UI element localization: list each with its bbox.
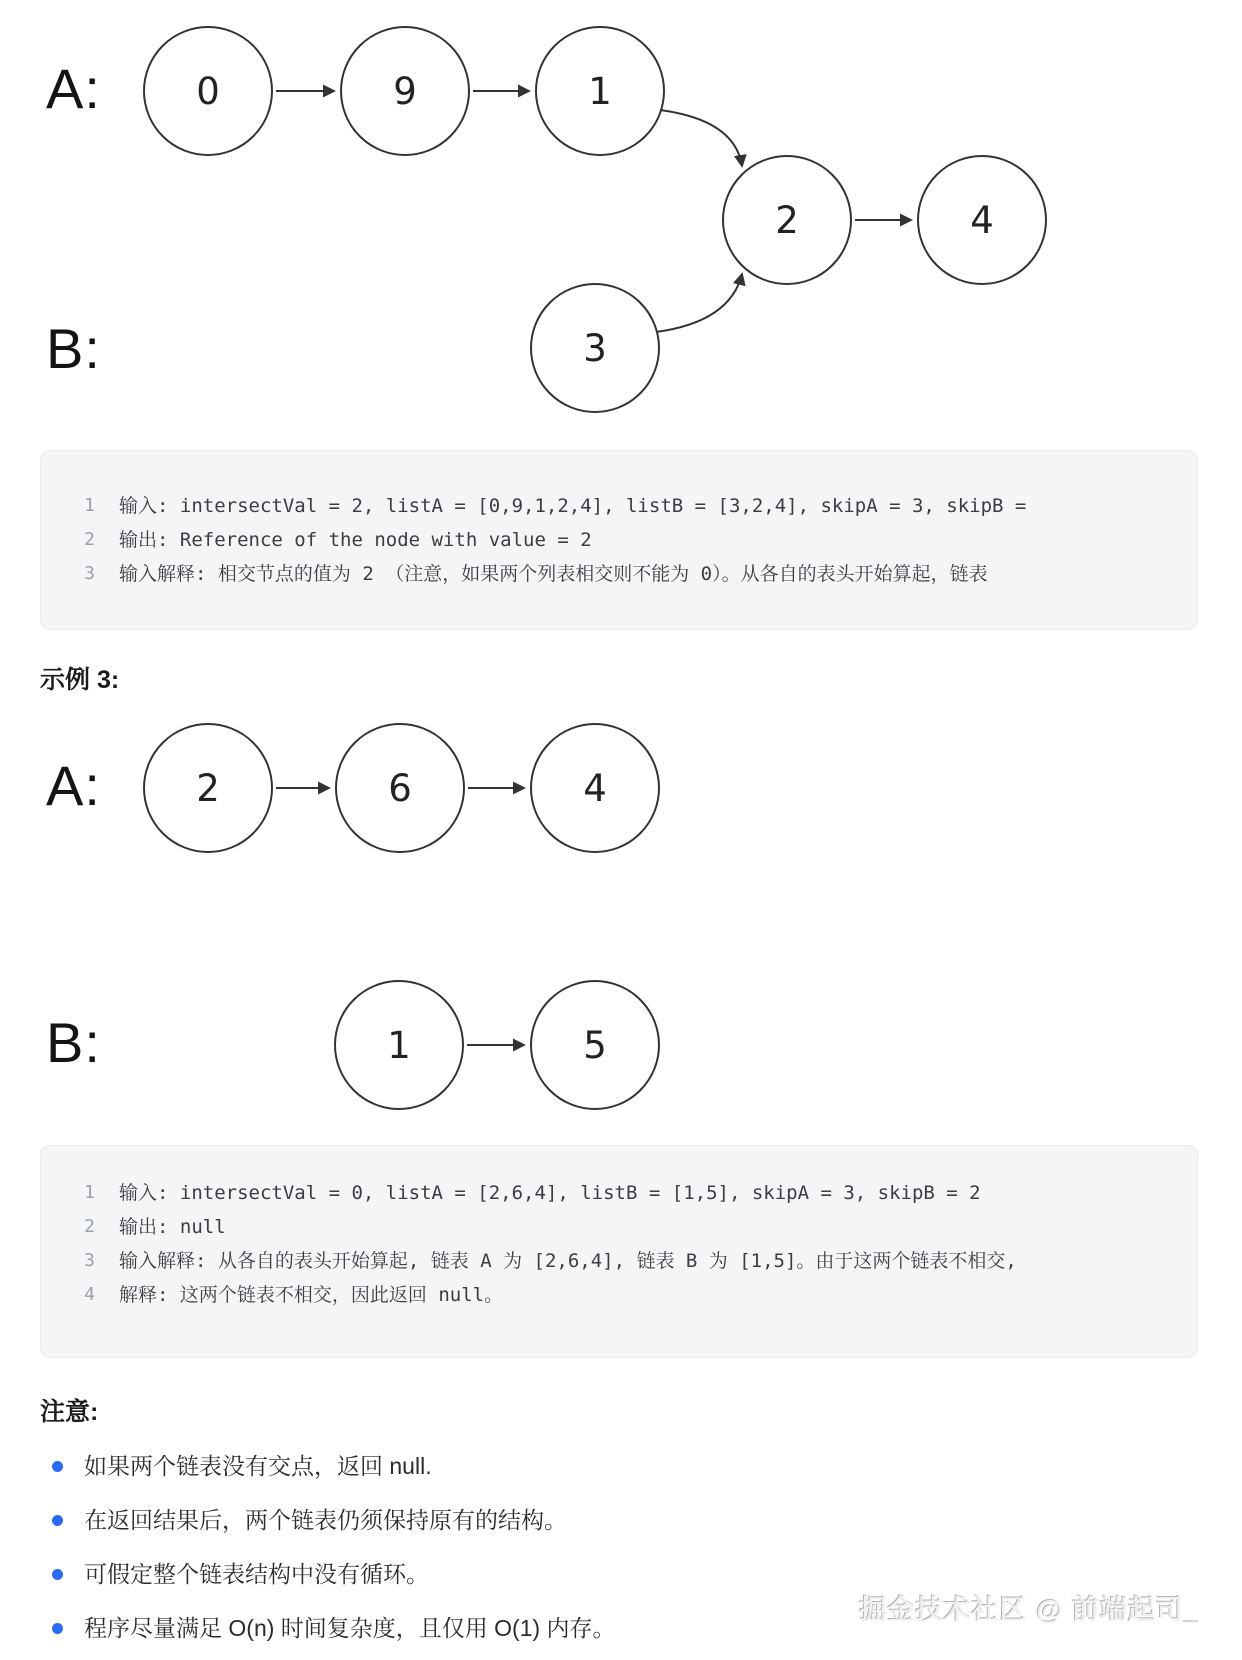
line-number: 2 xyxy=(84,1216,95,1237)
ex2-list-b-label: B: xyxy=(46,317,101,380)
ex2-node-1: 1 xyxy=(535,26,665,156)
ex2-list-a-label: A: xyxy=(46,57,101,120)
ex3-node-2: 2 xyxy=(143,723,273,853)
code-line xyxy=(41,489,1197,523)
note-text: 在返回结果后，两个链表仍须保持原有的结构。 xyxy=(84,1507,567,1533)
ex3-node-1: 1 xyxy=(334,980,464,1110)
note-item xyxy=(40,1506,1140,1535)
code-line xyxy=(41,1244,1197,1278)
code-line xyxy=(41,1176,1197,1210)
bullet-dot-icon xyxy=(52,1461,63,1472)
line-number: 3 xyxy=(84,563,95,584)
bullet-dot-icon xyxy=(52,1569,63,1580)
ex3-list-a-label: A: xyxy=(46,754,101,817)
ex3-node-4: 4 xyxy=(530,723,660,853)
code-line xyxy=(41,1210,1197,1244)
line-number: 1 xyxy=(84,495,95,516)
note-text: 如果两个链表没有交点，返回 null. xyxy=(84,1453,432,1479)
notes-list xyxy=(40,1452,1140,1660)
bullet-dot-icon xyxy=(52,1515,63,1526)
note-text: 程序尽量满足 O(n) 时间复杂度，且仅用 O(1) 内存。 xyxy=(84,1615,616,1641)
ex2-node-2: 2 xyxy=(722,155,852,285)
arrow-ex2-1-to-2 xyxy=(660,110,742,166)
example2-code-block xyxy=(40,450,1198,630)
ex2-node-4: 4 xyxy=(917,155,1047,285)
example3-heading: 示例 3: xyxy=(40,666,120,694)
code-text: 输入解释: 从各自的表头开始算起, 链表 A 为 [2,6,4], 链表 B 为 [1,5]。由于这两个链表不相交, xyxy=(119,1250,1017,1272)
note-item xyxy=(40,1560,1140,1589)
ex3-list-b-label: B: xyxy=(46,1011,101,1074)
notes-heading: 注意: xyxy=(40,1398,99,1426)
code-text: 输入解释: 相交节点的值为 2 （注意，如果两个列表相交则不能为 0）。从各自的表头开始算起，链表 xyxy=(119,563,988,585)
code-text: 输出: Reference of the node with value = 2 xyxy=(119,529,592,551)
ex3-node-6: 6 xyxy=(335,723,465,853)
code-line xyxy=(41,1278,1197,1312)
line-number: 1 xyxy=(84,1182,95,1203)
ex3-node-5: 5 xyxy=(530,980,660,1110)
code-text: 输出: null xyxy=(119,1216,226,1238)
ex2-node-0: 0 xyxy=(143,26,273,156)
code-text: 输入: intersectVal = 0, listA = [2,6,4], listB = [1,5], skipA = 3, skipB = 2 xyxy=(119,1182,981,1204)
code-text: 解释: 这两个链表不相交，因此返回 null。 xyxy=(119,1284,504,1306)
code-line xyxy=(41,557,1197,591)
ex2-node-3: 3 xyxy=(530,283,660,413)
example3-code-block xyxy=(40,1145,1198,1358)
code-text: 输入: intersectVal = 2, listA = [0,9,1,2,4], listB = [3,2,4], skipA = 3, skipB = xyxy=(119,495,1027,517)
arrow-ex2-3-to-2 xyxy=(656,274,742,332)
line-number: 2 xyxy=(84,529,95,550)
line-number: 4 xyxy=(84,1284,95,1305)
watermark: 掘金技术社区 @ 前端起司_ xyxy=(859,1595,1200,1625)
note-item xyxy=(40,1452,1140,1481)
note-text: 可假定整个链表结构中没有循环。 xyxy=(84,1561,429,1587)
code-line xyxy=(41,523,1197,557)
bullet-dot-icon xyxy=(52,1623,63,1634)
line-number: 3 xyxy=(84,1250,95,1271)
ex2-node-9: 9 xyxy=(340,26,470,156)
